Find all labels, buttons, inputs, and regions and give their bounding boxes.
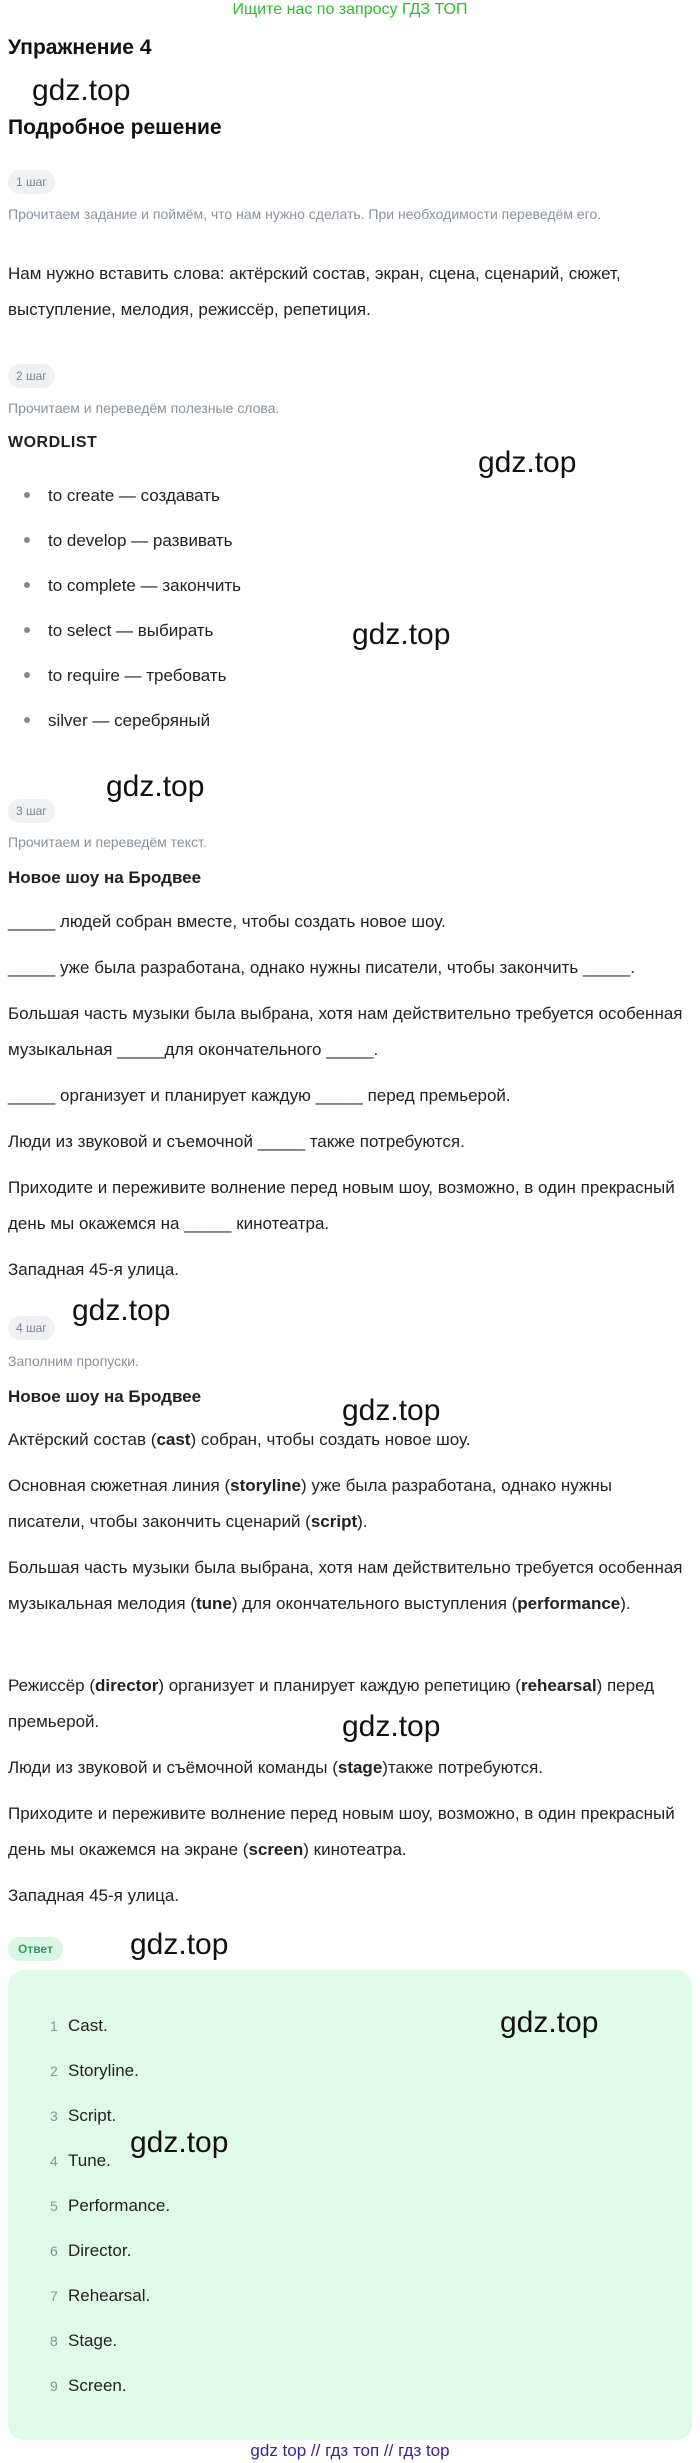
list-item [24,529,233,553]
bullet-icon [24,627,30,633]
watermark: gdz.top [72,1294,171,1327]
answer-item: 1 Cast. [50,2016,108,2035]
watermark: gdz.top [478,446,577,479]
bullet-icon [24,582,30,588]
answer-item: 2 Storyline. [50,2061,139,2080]
text-paragraph: Западная 45-я улица. [8,1886,180,1905]
text-paragraph: _____ организует и планирует каждую _____ перед премьерой. [8,1086,511,1105]
watermark: gdz.top [352,618,451,651]
filled-paragraph: Приходите и переживите волнение перед новым шоу, возможно, в один прекрасный день мы окажемся на экране (screen) кинотеатра. [8,1804,675,1859]
answer-word: performance [517,1594,621,1613]
step-4-note: Заполним пропуски. [8,1353,139,1369]
word-text: to complete — закончить [48,576,242,595]
text-paragraph: _____ людей собран вместе, чтобы создать новое шоу. [8,912,446,931]
step-4-badge: 4 шаг [8,1316,55,1340]
footer-links[interactable]: gdz top // гдз топ // гдз top [250,2441,450,2460]
text-paragraph: Большая часть музыки была выбрана, хотя нам действительно требуется особенная музыкальная _____для окончательного _____. [8,1004,683,1059]
filled-paragraph: Большая часть музыки была выбрана, хотя нам действительно требуется особенная музыкальная мелодия (tune) для окончательного выступления (performance). [8,1558,683,1613]
text-paragraph: Приходите и переживите волнение перед новым шоу, возможно, в один прекрасный день мы окажемся на _____ кинотеатра. [8,1178,675,1233]
answer-word: cast [156,1430,191,1449]
word-text: to create — создавать [48,486,220,505]
bullet-icon [24,492,30,498]
text-paragraph: _____ уже была разработана, однако нужны писатели, чтобы закончить _____. [8,958,635,977]
answer-badge: Ответ [8,1937,63,1961]
answer-item: 9 Screen. [50,2376,127,2395]
list-item [24,574,241,598]
watermark: gdz.top [342,1394,441,1427]
answer-item: 8 Stage. [50,2331,118,2350]
bullet-icon [24,537,30,543]
watermark: gdz.top [32,74,131,107]
answer-word: storyline [230,1476,301,1495]
word-text: silver — серебряный [48,711,211,730]
step-3-note: Прочитаем и переведём текст. [8,834,207,850]
watermark: gdz.top [342,1710,441,1743]
word-text: to develop — развивать [48,531,233,550]
text-heading: Новое шоу на Бродвее [8,868,202,887]
bullet-icon [24,717,30,723]
step-2-badge: 2 шаг [8,364,55,388]
filled-paragraph: Основная сюжетная линия (storyline) уже была разработана, однако нужны писатели, чтобы закончить сценарий (script). [8,1476,612,1531]
filled-paragraph: Актёрский состав (cast) собран, чтобы создать новое шоу. [8,1430,471,1449]
answer-item: 5 Performance. [50,2196,171,2215]
text-paragraph: Люди из звуковой и съемочной _____ также потребуются. [8,1132,465,1151]
word-text: to select — выбирать [48,621,214,640]
step-1-badge: 1 шаг [8,170,55,194]
watermark: gdz.top [130,1928,229,1961]
step-3-badge: 3 шаг [8,799,55,823]
solution-subtitle: Подробное решение [8,116,222,139]
bullet-icon [24,672,30,678]
list-item [24,484,220,508]
watermark: gdz.top [106,770,205,803]
answer-word: script [310,1512,358,1531]
search-banner[interactable]: Ищите нас по запросу ГДЗ ТОП [232,1,468,18]
text-heading: Новое шоу на Бродвее [8,1387,202,1406]
word-text: to require — требовать [48,666,227,685]
answer-word: director [95,1676,159,1695]
watermark: gdz.top [500,2006,599,2039]
filled-paragraph: Люди из звуковой и съёмочной команды (stage)также потребуются. [8,1758,544,1777]
answer-item: 3 Script. [50,2106,117,2125]
watermark: gdz.top [130,2126,229,2159]
answer-word: tune [195,1594,232,1613]
step-2-note: Прочитаем и переведём полезные слова. [8,400,280,416]
answer-word: stage [337,1758,383,1777]
list-item [24,664,227,688]
answer-item: 4 Tune. [50,2151,111,2170]
answer-item: 6 Director. [50,2241,132,2260]
step-1-note: Прочитаем задание и поймём, что нам нужно сделать. При необходимости переведём его. [8,206,602,222]
answer-item: 7 Rehearsal. [50,2286,151,2305]
answer-word: screen [248,1840,304,1859]
wordlist-title: WORDLIST [8,434,98,451]
filled-paragraph: Режиссёр (director) организует и планирует каждую репетицию (rehearsal) перед премьерой. [8,1676,655,1731]
step-1-text: Нам нужно вставить слова: актёрский состав, экран, сцена, сценарий, сюжет, выступление, мелодия, режиссёр, репетиция. [8,264,621,319]
list-item [24,619,213,643]
text-paragraph: Западная 45-я улица. [8,1260,180,1279]
list-item [24,709,210,733]
exercise-title: Упражнение 4 [8,36,152,59]
answer-word: rehearsal [520,1676,597,1695]
